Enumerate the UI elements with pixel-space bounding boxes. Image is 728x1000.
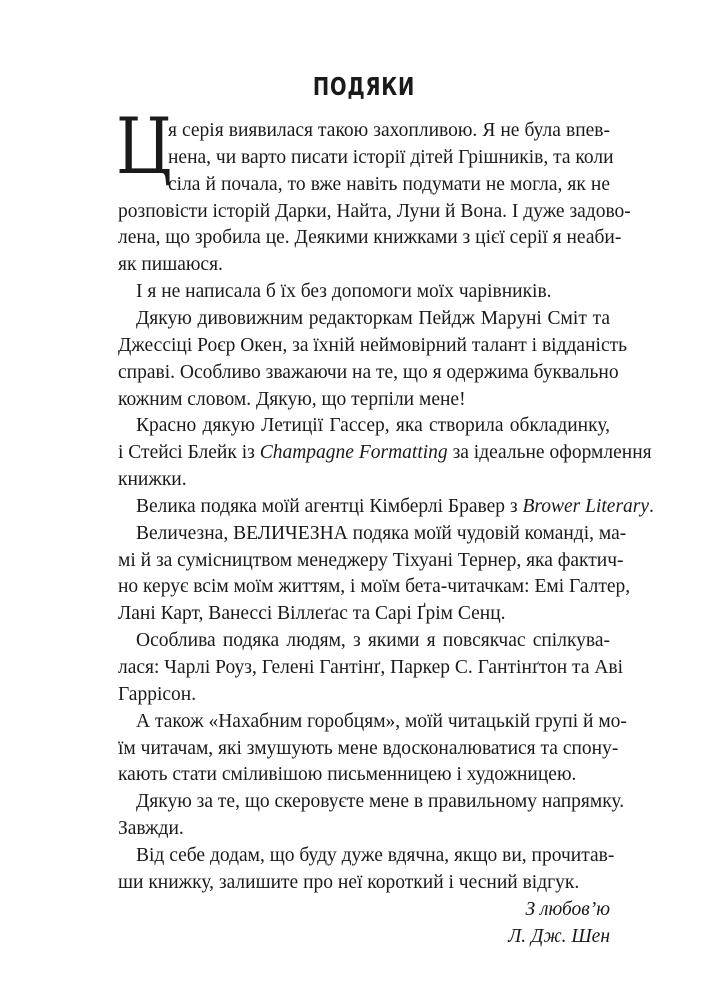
text-line: Особлива подяка людям, з якими я повсякчас спілкува- xyxy=(136,630,610,652)
text-line: Джессіці Роєр Окен, за їхній неймовірний талант і відданість xyxy=(118,334,628,356)
text-line: я серія виявилася такою захопливою. Я не була впев- xyxy=(168,120,610,141)
page-title: ПОДЯКИ xyxy=(312,72,416,101)
text-line: мі й за сумісництвом менеджеру Тіхуані Тернер, яка фактич- xyxy=(118,549,624,571)
text-line: Завжди. xyxy=(118,818,184,840)
text-line: Красно дякую Летиції Гассер, яка створила обкладинку, xyxy=(136,415,610,437)
text-line: Гаррісон. xyxy=(118,683,197,705)
text-line: розповісти історій Дарки, Найта, Луни й Вона. І дуже задово- xyxy=(118,200,631,222)
text-fragment: . xyxy=(649,495,654,517)
text-fragment: і Стейсі Блейк із xyxy=(118,442,260,464)
text-line: кають стати сміливішою письменницею і художницею. xyxy=(118,764,577,786)
text-line: сіла й почала, то вже навіть подумати не могла, як не xyxy=(168,173,610,195)
text-line: кожним словом. Дякую, що терпіли мене! xyxy=(118,388,466,410)
text-line: справі. Особливо зважаючи на те, що я одержима буквально xyxy=(118,361,619,383)
drop-cap: Ц xyxy=(116,102,172,192)
text-line: ши книжку, залишите про неї короткий і чесний відгук. xyxy=(118,871,580,893)
text-line: нена, чи варто писати історії дітей Грішників, та коли xyxy=(168,146,614,168)
italic-fragment: Brower Literary xyxy=(522,495,650,517)
text-fragment: за ідеальне оформлення xyxy=(447,442,652,464)
text-line: лася: Чарлі Роуз, Гелені Гантінґ, Паркер С. Гантінґтон та Аві xyxy=(118,657,624,678)
text-line: їм читачам, які змушують мене вдосконалюватися та спону- xyxy=(118,737,619,759)
text-line: Лані Карт, Ванессі Віллеґас та Сарі Ґрім Сенц. xyxy=(118,603,506,625)
text-line xyxy=(118,440,652,467)
text-line: Від себе додам, що буду дуже вдячна, якщо ви, прочитав- xyxy=(136,844,615,866)
text-line: Дякую за те, що скеровуєте мене в правильному напрямку. xyxy=(136,791,625,813)
text-fragment: Велика подяка моїй агентці Кімберлі Бравер з xyxy=(136,495,523,517)
text-line: но керує всім моїм життям, і моїм бета-читачкам: Емі Галтер, xyxy=(118,576,631,598)
text-line: Величезна, ВЕЛИЧЕЗНА подяка моїй чудовій команді, ма- xyxy=(136,522,627,544)
text-line: Дякую дивовижним редакторкам Пейдж Маруні Сміт та xyxy=(136,307,610,329)
text-line: книжки. xyxy=(118,469,187,491)
text-line: І я не написала б їх без допомоги моїх чарівників. xyxy=(136,281,552,303)
text-line xyxy=(136,494,654,521)
italic-fragment: Champagne Formatting xyxy=(259,442,448,464)
text-line: лена, що зробила це. Деякими книжками з цієї серії я неаби- xyxy=(118,227,622,249)
text-line: як пишаюся. xyxy=(118,254,223,276)
signature-author: Л. Дж. Шен xyxy=(508,925,610,947)
signature-closing: З любов’ю xyxy=(525,898,610,920)
text-line: А також «Нахабним горобцям», моїй читацькій групі й мо- xyxy=(136,710,627,732)
